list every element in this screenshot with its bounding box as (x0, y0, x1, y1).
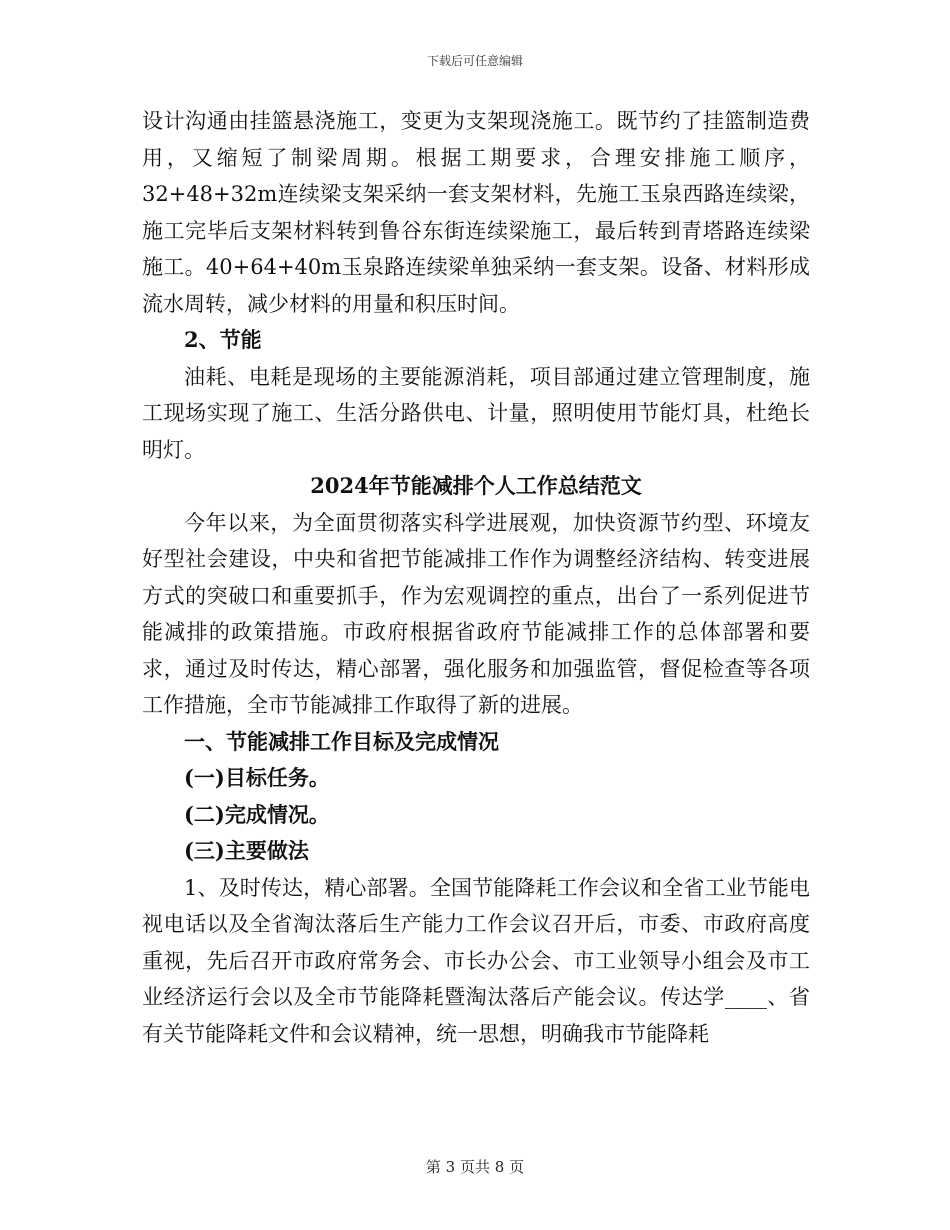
document-title: 2024年节能减排个人工作总结范文 (310, 473, 642, 498)
paragraph-continuation: 设计沟通由挂篮悬浇施工，变更为支架现浇施工。既节约了挂篮制造费用，又缩短了制梁周期。根据工期要求，合理安排施工顺序，32+48+32m连续梁支架采纳一套支架材料，先施工玉泉西路连续梁，施工完毕后支架材料转到鲁谷东街连续梁施工，最后转到青塔路连续梁施工。40+64+40m玉泉路连续梁单独采纳一套支架。设备、材料形成流水周转，减少材料的用量和积压时间。 (142, 109, 810, 316)
paragraph-energy-consumption: 油耗、电耗是现场的主要能源消耗，项目部通过建立管理制度，施工现场实现了施工、生活分路供电、计量，照明使用节能灯具，杜绝长明灯。 (142, 364, 810, 462)
page-header: 下载后可任意编辑 (426, 54, 523, 68)
page-footer: 第 3 页共 8 页 (425, 1158, 525, 1176)
subheading-target-tasks: (一)目标任务。 (184, 765, 330, 790)
section-heading-goals: 一、节能减排工作目标及完成情况 (184, 728, 499, 754)
subheading-main-practices: (三)主要做法 (184, 838, 309, 863)
document-body (142, 103, 810, 1052)
subheading-completion: (二)完成情况。 (184, 801, 330, 827)
paragraph-practice-1: 1、及时传达，精心部署。全国节能降耗工作会议和全省工业节能电视电话以及全省淘汰落后生产能力工作会议召开后，市委、市政府高度重视，先后召开市政府常务会、市长办公会、市工业领导小组会及市工业经济运行会以及全市节能降耗暨淘汰落后产能会议。传达学____、省有关节能降耗文件和会议精神，统一思想，明确我市节能降耗 (142, 875, 810, 1046)
section-heading-energy-saving: 2、节能 (184, 327, 262, 352)
paragraph-intro: 今年以来，为全面贯彻落实科学进展观，加快资源节约型、环境友好型社会建设，中央和省把节能减排工作作为调整经济结构、转变进展方式的突破口和重要抓手，作为宏观调控的重点，出台了一系列促进节能减排的政策措施。市政府根据省政府节能减排工作的总体部署和要求，通过及时传达，精心部署，强化服务和加强监管，督促检查等各项工作措施，全市节能减排工作取得了新的进展。 (142, 510, 810, 717)
